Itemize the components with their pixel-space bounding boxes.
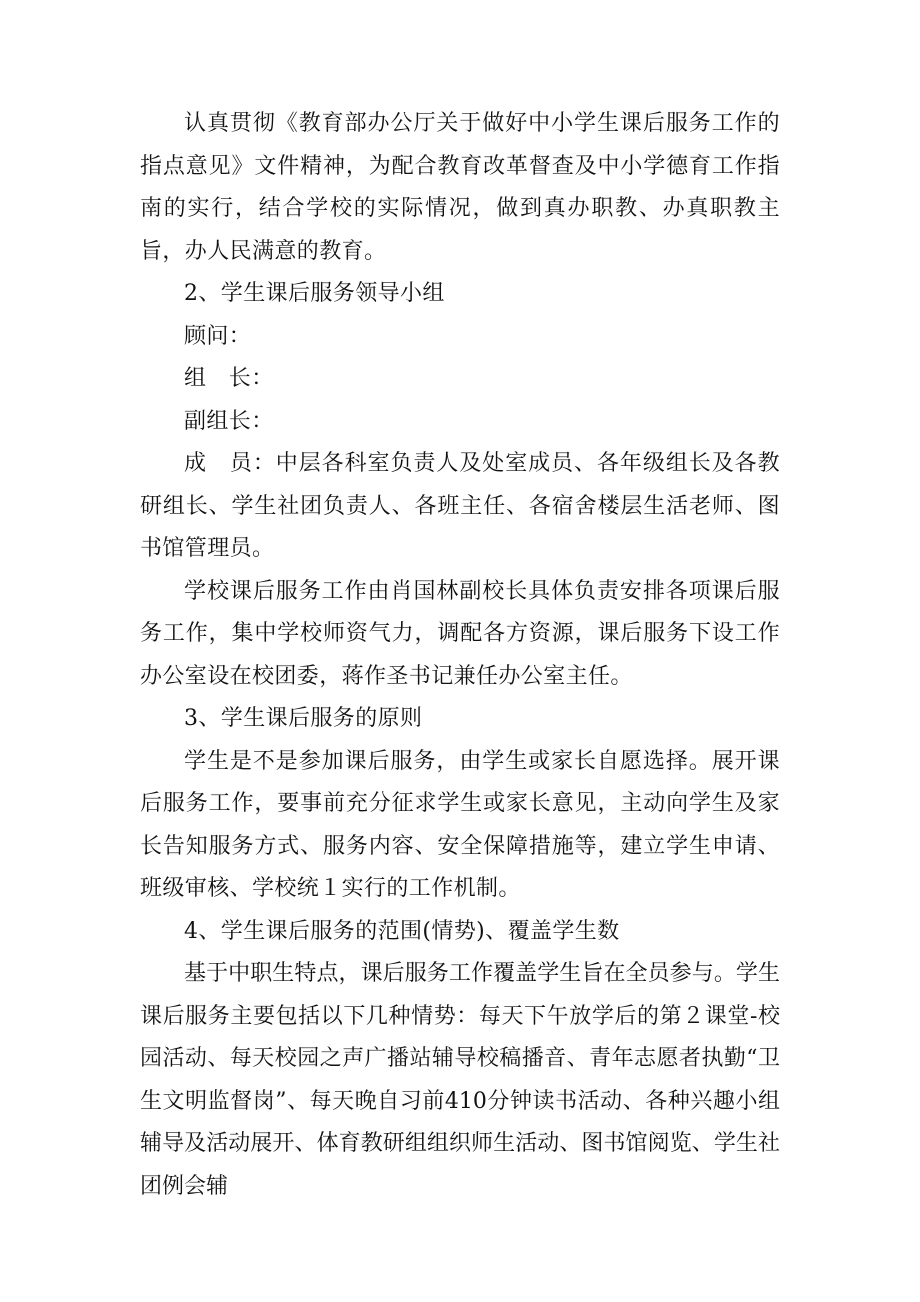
scope-paragraph: 基于中职生特点，课后服务工作覆盖学生旨在全员参与。学生课后服务主要包括以下几种情势：每天下午放学后的第２课堂-校园活动、每天校园之声广播站辅导校稿播音、青年志愿者执勤“卫生文明监督岗”、每天晚自习前410分钟读书活动、各种兴趣小组辅导及活动展开、体育教研组组织师生活动、图书馆阅览、学生社团例会辅 — [140, 961, 780, 1199]
responsibility-paragraph: 学校课后服务工作由肖国林副校长具体负责安排各项课后服务工作，集中学校师资气力，调配各方资源，课后服务下设工作办公室设在校团委，蒋作圣书记兼任办公室主任。 — [140, 578, 780, 689]
section-heading-principles: 3、学生课后服务的原则 — [184, 706, 423, 731]
deputy-leader-line: 副组长： — [184, 408, 274, 434]
group-leader-line: 组 长： — [184, 366, 274, 391]
section-heading-leadership-group: 2、学生课后服务领导小组 — [184, 281, 445, 306]
paragraph-intro: 认真贯彻《教育部办公厅关于做好中小学生课后服务工作的指点意见》文件精神，为配合教育改革督查及中小学德育工作指南的实行，结合学校的实际情况，做到真办职教、办真职教主旨，办人民满意的教育。 — [140, 111, 780, 264]
advisor-line: 顾问： — [184, 323, 252, 349]
members-paragraph: 成 员：中层各科室负责人及处室成员、各年级组长及各教研组长、学生社团负责人、各班主任、各宿舍楼层生活老师、图书馆管理员。 — [140, 451, 780, 561]
document-page — [140, 103, 780, 1208]
principles-paragraph: 学生是不是参加课后服务，由学生或家长自愿选择。展开课后服务工作，要事前充分征求学生或家长意见，主动向学生及家长告知服务方式、服务内容、安全保障措施等，建立学生申请、班级审核、学校统１实行的工作机制。 — [140, 748, 780, 901]
section-heading-scope: 4、学生课后服务的范围(情势)、覆盖学生数 — [184, 918, 620, 944]
